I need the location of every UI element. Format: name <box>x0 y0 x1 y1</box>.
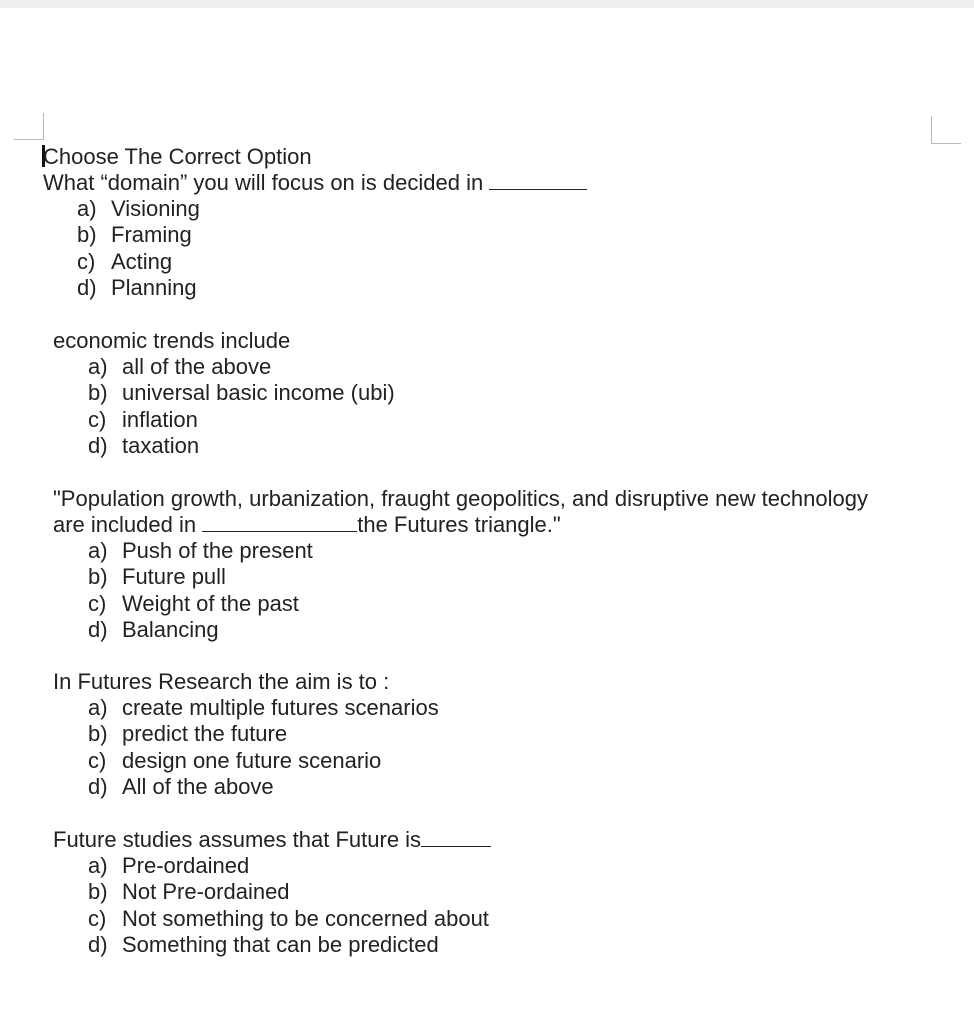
option-item[interactable]: c) design one future scenario <box>88 747 382 773</box>
option-item[interactable]: a) Visioning <box>77 196 200 221</box>
document-heading: Choose The Correct Option <box>43 144 312 169</box>
option-item[interactable]: d) All of the above <box>88 773 274 799</box>
option-item[interactable]: d) Something that can be predicted <box>88 931 439 957</box>
option-item[interactable]: c) Not something to be concerned about <box>88 905 489 931</box>
answer-blank <box>202 513 357 532</box>
option-item[interactable]: d) taxation <box>88 432 200 458</box>
option-item[interactable]: d) Balancing <box>88 616 219 642</box>
question-2 <box>53 328 290 354</box>
crop-mark-top-right <box>931 116 932 143</box>
question-5 <box>53 827 491 853</box>
question-text <box>43 170 587 196</box>
crop-mark-top-right-horizontal <box>931 143 961 144</box>
question-text-line2: are included in the Futures triangle." <box>53 512 561 538</box>
options-list <box>88 538 313 643</box>
option-item[interactable]: d) Planning <box>77 274 197 300</box>
option-item[interactable]: c) Acting <box>77 248 173 274</box>
answer-blank <box>489 171 587 190</box>
question-text: "Population growth, urbanization, fraught geopolitics, and disruptive new technology <box>53 486 868 511</box>
question-1 <box>43 144 587 197</box>
question-text-part: What “domain” you will focus on is decided in <box>43 170 484 196</box>
question-4 <box>53 669 389 695</box>
option-item[interactable]: a) Pre-ordained <box>88 853 250 878</box>
options-list <box>88 354 395 459</box>
option-item[interactable]: b) universal basic income (ubi) <box>88 380 395 406</box>
option-item[interactable]: b) Not Pre-ordained <box>88 879 290 905</box>
options-list <box>77 196 200 301</box>
option-item[interactable]: b) Framing <box>77 222 192 248</box>
options-list <box>88 695 439 800</box>
option-item[interactable]: c) inflation <box>88 406 198 432</box>
top-bar <box>0 0 974 8</box>
question-3 <box>53 486 868 539</box>
answer-blank <box>421 828 491 847</box>
option-item[interactable]: a) all of the above <box>88 354 272 379</box>
option-item[interactable]: b) Future pull <box>88 564 226 590</box>
options-list <box>88 853 489 958</box>
crop-mark-top-left <box>14 139 44 140</box>
option-item[interactable]: a) create multiple futures scenarios <box>88 695 439 720</box>
option-item[interactable]: b) predict the future <box>88 721 288 747</box>
question-text: economic trends include <box>53 328 291 353</box>
crop-mark-top-left-vertical <box>43 113 44 140</box>
option-item[interactable]: c) Weight of the past <box>88 590 299 616</box>
option-item[interactable]: a) Push of the present <box>88 538 313 563</box>
question-text: In Futures Research the aim is to : <box>53 669 390 694</box>
question-text: Future studies assumes that Future is <box>53 827 491 853</box>
